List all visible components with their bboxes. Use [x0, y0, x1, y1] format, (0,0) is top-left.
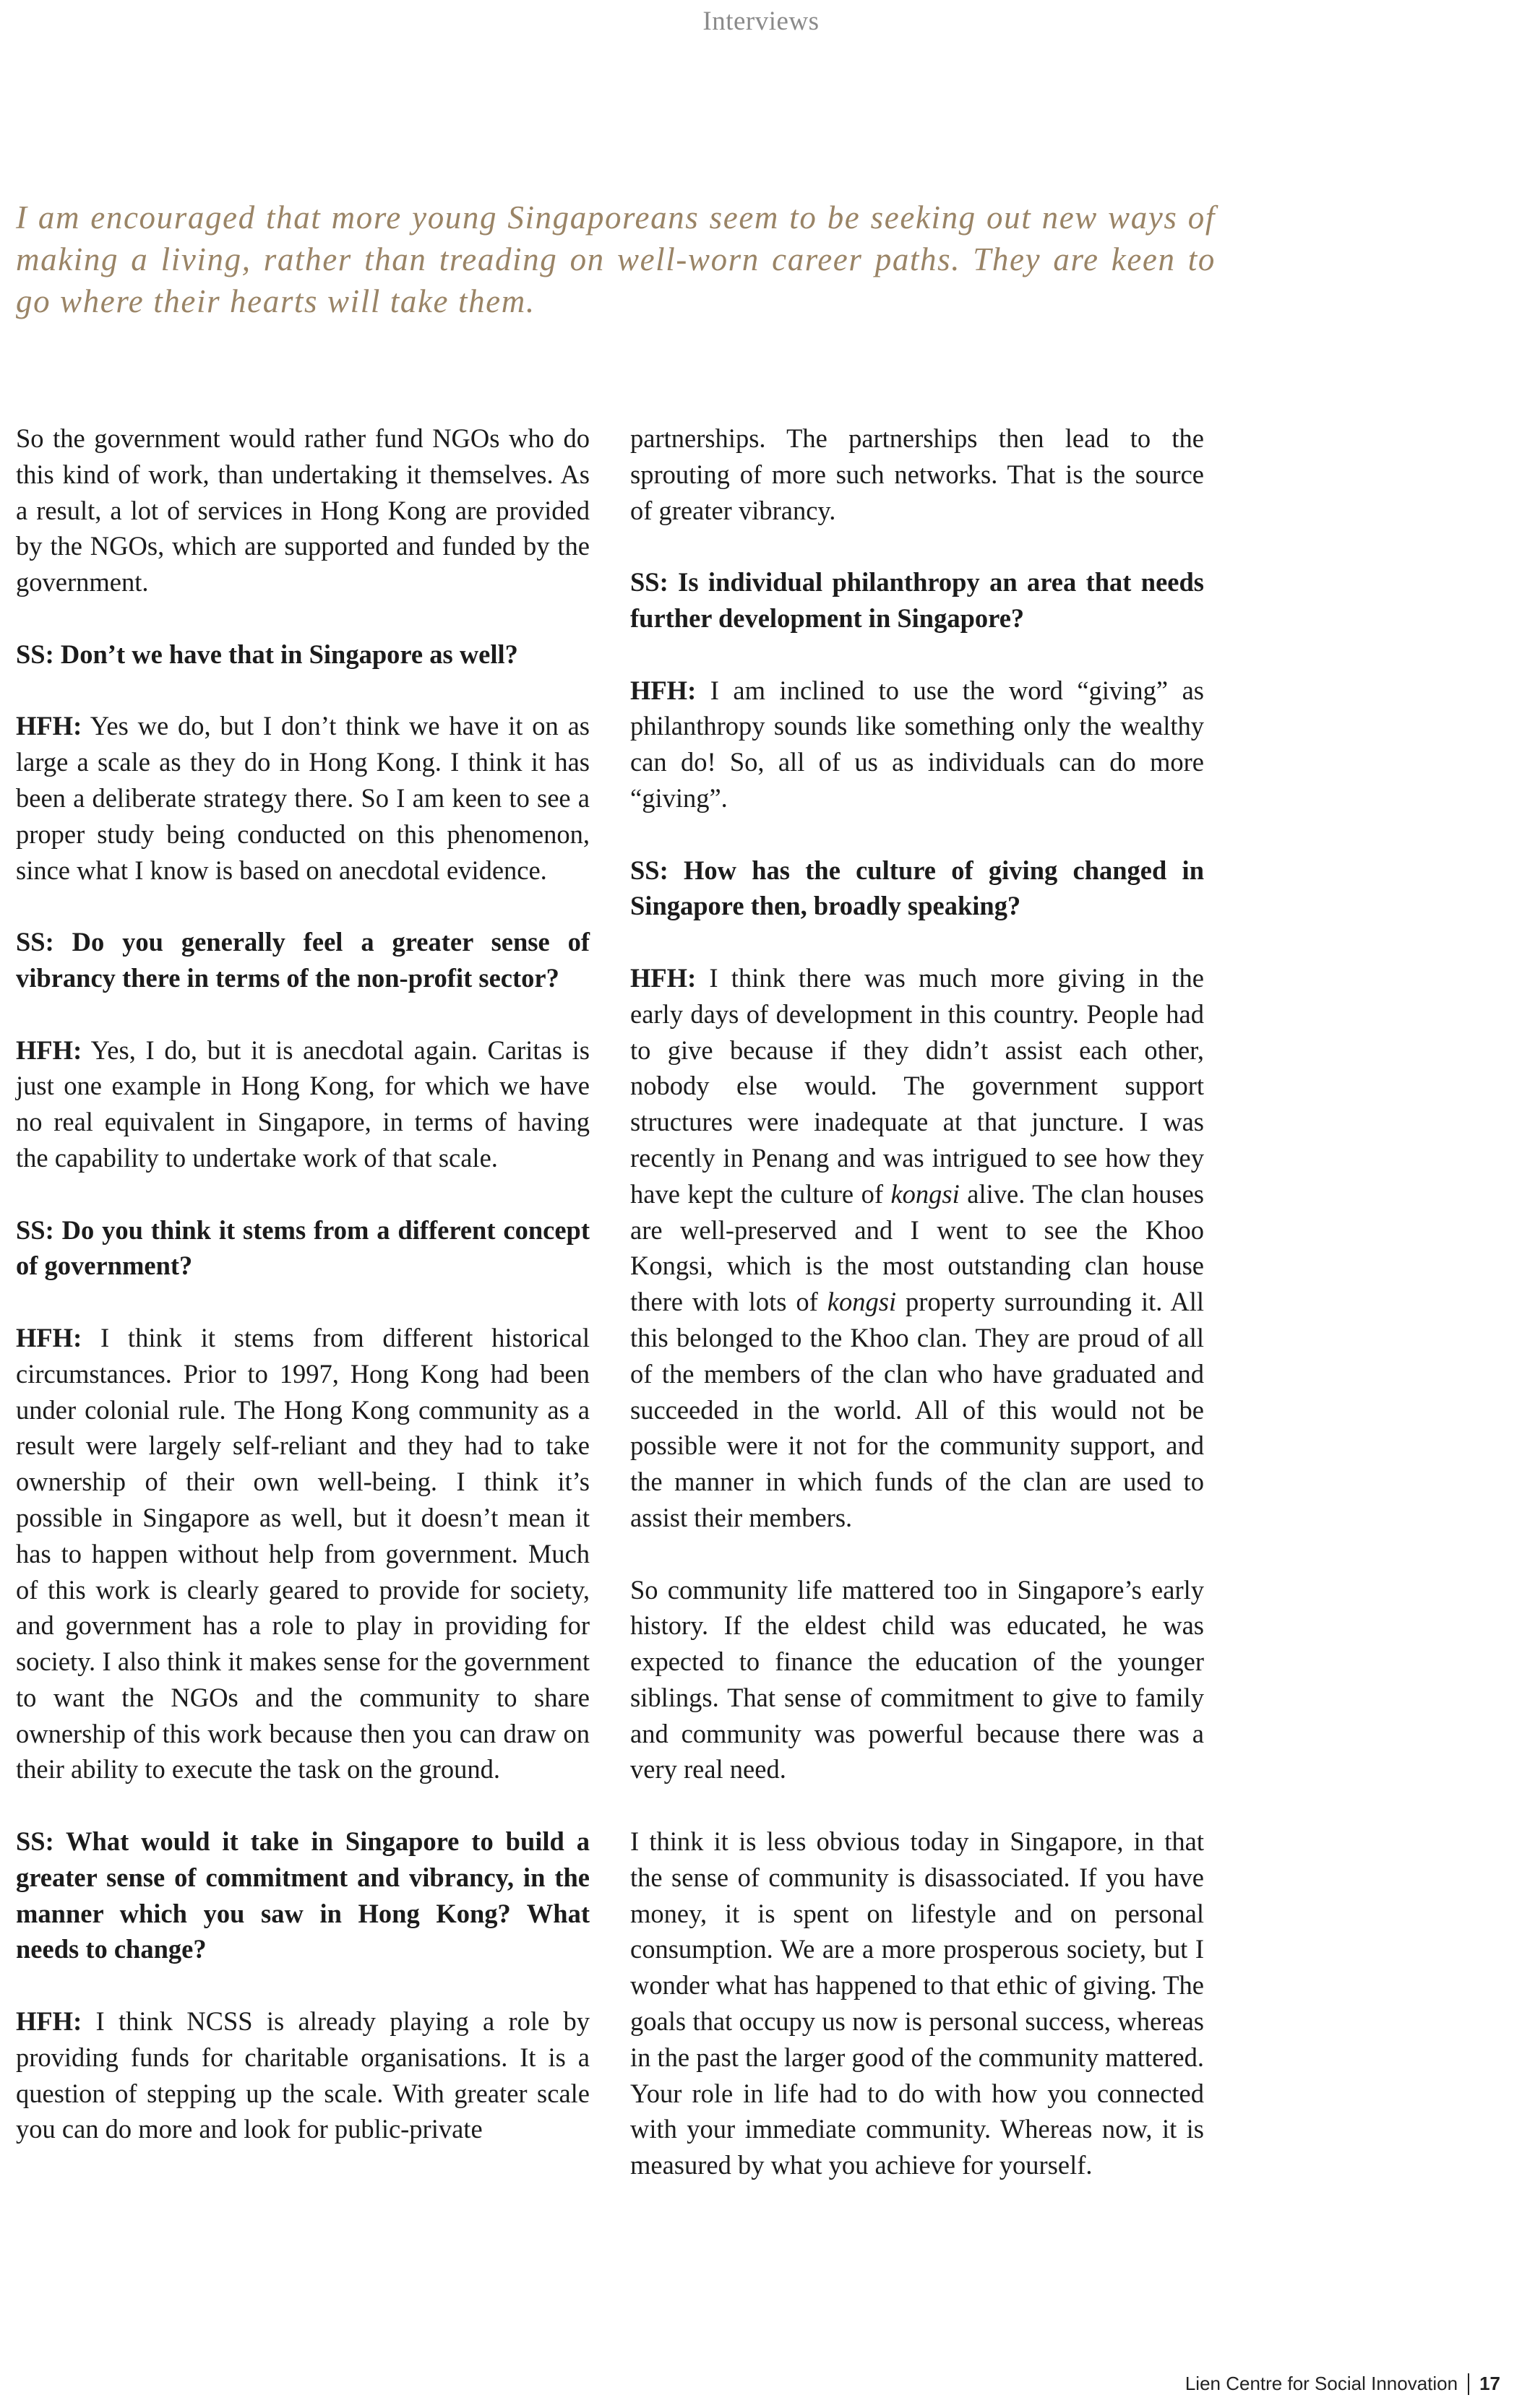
interview-answer: [630, 673, 1204, 816]
speaker-label: HFH:: [630, 962, 697, 993]
interview-question: SS: Is individual philanthropy an area that needs further development in Singapore?: [630, 567, 1204, 633]
answer-text: Yes, I do, but it is anecdotal again. Caritas is just one example in Hong Kong, for which we have no real equivalent in Singapore, in terms of having the capability to undertake work of that scale.: [16, 1035, 590, 1173]
page-footer: [1185, 2373, 1500, 2395]
publisher-name: Lien Centre for Social Innovation: [1185, 2373, 1458, 2394]
speaker-label: HFH:: [16, 1322, 82, 1352]
page-number: 17: [1479, 2373, 1500, 2394]
interview-answer: [16, 2003, 590, 2147]
speaker-label: HFH:: [630, 675, 697, 705]
interview-answer: [16, 1320, 590, 1787]
paragraph: So the government would rather fund NGOs who do this kind of work, than undertaking it themselves. As a result, a lot of services in Hong Kong are provided by the NGOs, which are supported and funded by the government.: [16, 423, 590, 597]
paragraph: I think it is less obvious today in Singapore, in that the sense of community is disassociated. If you have money, it is spent on lifestyle and on personal consumption. We are a more prosperous society, but I wonder what has happened to that ethic of giving. The goals that occupy us now is personal success, whereas in the past the larger good of the community mattered. Your role in life had to do with how you connected with your immediate community. Whereas now, it is measured by what you achieve for yourself.: [630, 1826, 1204, 2180]
italic-term: kongsi: [890, 1178, 960, 1209]
speaker-label: HFH:: [16, 2006, 82, 2037]
running-header: Interviews: [702, 7, 820, 36]
paragraph: partnerships. The partnerships then lead to the sprouting of more such networks. That is the source of greater vibrancy.: [630, 423, 1204, 525]
paragraph: So community life mattered too in Singapore’s early history. If the eldest child was educated, he was expected to finance the education of the younger siblings. That sense of commitment to give to family and community was powerful because there was a very real need.: [630, 1574, 1204, 1785]
footer-divider: [1468, 2373, 1469, 2395]
interview-answer: [16, 708, 590, 888]
interview-answer: [630, 960, 1204, 1536]
interview-question: SS: Do you think it stems from a different concept of government?: [16, 1214, 590, 1281]
answer-text-part: I think there was much more giving in the early days of development in this country. People had to give because if they didn’t assist each other, nobody else would. The government support structures were inadequate at that juncture. I was recently in Penang and was intrigued to see how they have kept the culture of: [630, 962, 1204, 1209]
interview-question: SS: How has the culture of giving changed in Singapore then, broadly speaking?: [630, 855, 1204, 921]
answer-text: I think it stems from different historical circumstances. Prior to 1997, Hong Kong had been under colonial rule. The Hong Kong community as a result were largely self-reliant and they had to take ownership of their own well-being. I think it’s possible in Singapore as well, but it doesn’t mean it has to happen without help from government. Much of this work is clearly geared to provide for society, and government has a role to play in providing for society. I also think it makes sense for the government to want the NGOs and the community to share ownership of this work because then you can draw on their ability to execute the task on the ground.: [16, 1322, 590, 1785]
left-column: [16, 420, 590, 2147]
right-column: [630, 420, 1204, 2183]
speaker-label: HFH:: [16, 1035, 82, 1065]
answer-text-part: property surrounding it. All this belonged to the Khoo clan. They are proud of all of the members of the clan who have graduated and succeeded in the world. All of this would not be possible were it not for the community support, and the manner in which funds of the clan are used to assist their members.: [630, 1287, 1204, 1532]
answer-text-part: alive. The clan houses are well-preserved and I went to see the Khoo Kongsi, which is the most outstanding clan house there with lots of: [630, 1178, 1205, 1317]
answer-text: Yes we do, but I don’t think we have it on as large a scale as they do in Hong Kong. I think it has been a deliberate strategy there. So I am keen to see a proper study being conducted on this phenomenon, since what I know is based on anecdotal evidence.: [16, 711, 590, 885]
answer-text: I think NCSS is already playing a role by providing funds for charitable organisations. It is a question of stepping up the scale. With greater scale you can do more and look for public-private: [16, 2006, 590, 2144]
interview-question: SS: Do you generally feel a greater sense of vibrancy there in terms of the non-profit sector?: [16, 927, 590, 993]
pull-quote: I am encouraged that more young Singaporeans seem to be seeking out new ways of making a living, rather than treading on well-worn career paths. They are keen to go where their hearts will take them.: [16, 199, 1216, 319]
interview-answer: [16, 1032, 590, 1176]
speaker-label: HFH:: [16, 711, 82, 741]
italic-term: kongsi: [827, 1287, 897, 1317]
interview-question: SS: What would it take in Singapore to build a greater sense of commitment and vibrancy, in the manner which you saw in Hong Kong? What needs to change?: [16, 1826, 590, 1964]
interview-question: SS: Don’t we have that in Singapore as well?: [16, 639, 518, 669]
answer-text: I am inclined to use the word “giving” as philanthropy sounds like something only the wealthy can do! So, all of us as individuals can do more “giving”.: [630, 675, 1204, 813]
